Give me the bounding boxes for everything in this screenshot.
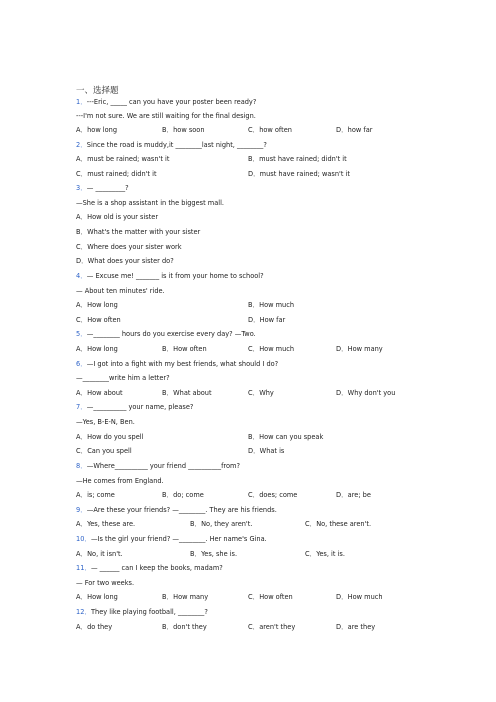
question-3-stem: 3．— _________? bbox=[76, 184, 129, 192]
question-5-option-a[interactable]: A．How long bbox=[76, 345, 118, 353]
question-number: 9． bbox=[76, 506, 87, 514]
question-12-option-b[interactable]: B．don't they bbox=[162, 623, 207, 631]
question-7-stem: 7．—__________ your name, please? bbox=[76, 403, 194, 411]
question-4-context: — About ten minutes' ride. bbox=[76, 287, 165, 295]
question-12-option-a[interactable]: A．do they bbox=[76, 623, 113, 631]
question-8-option-c[interactable]: C．does; come bbox=[248, 491, 298, 499]
question-8-option-b[interactable]: B．do; come bbox=[162, 491, 204, 499]
question-9-option-c[interactable]: C．No, these aren't. bbox=[305, 520, 372, 528]
question-2-option-a[interactable]: A．must be rained; wasn't it bbox=[76, 155, 170, 163]
question-4-option-d[interactable]: D．How far bbox=[248, 316, 286, 324]
question-6-option-a[interactable]: A．How about bbox=[76, 389, 123, 397]
question-number: 12． bbox=[76, 608, 91, 616]
question-11-context: — For two weeks. bbox=[76, 579, 135, 587]
question-12-stem: 12．They like playing football, ________? bbox=[76, 608, 208, 616]
question-2-option-b[interactable]: B．must have rained; didn't it bbox=[248, 155, 347, 163]
question-8-option-a[interactable]: A．is; come bbox=[76, 491, 115, 499]
question-10-option-c[interactable]: C．Yes, it is. bbox=[305, 550, 345, 558]
question-4-stem: 4．— Excuse me! _______ is it from your home to school? bbox=[76, 272, 264, 280]
question-9-option-b[interactable]: B．No, they aren't. bbox=[190, 520, 253, 528]
question-11-stem: 11．— ______ can I keep the books, madam? bbox=[76, 564, 223, 572]
question-7-option-a[interactable]: A．How do you spell bbox=[76, 433, 144, 441]
question-1-context: ---I'm not sure. We are still waiting for the final design. bbox=[76, 112, 256, 120]
question-6-option-d[interactable]: D．Why don't you bbox=[336, 389, 396, 397]
question-3-option-c[interactable]: C．Where does your sister work bbox=[76, 243, 182, 251]
question-11-option-b[interactable]: B．How many bbox=[162, 593, 209, 601]
question-12-option-c[interactable]: C．aren't they bbox=[248, 623, 296, 631]
question-5-option-c[interactable]: C．How much bbox=[248, 345, 295, 353]
question-5-option-d[interactable]: D．How many bbox=[336, 345, 383, 353]
question-number: 8． bbox=[76, 462, 87, 470]
question-number: 7． bbox=[76, 403, 87, 411]
question-11-option-a[interactable]: A．How long bbox=[76, 593, 118, 601]
question-9-option-a[interactable]: A．Yes, these are. bbox=[76, 520, 136, 528]
question-2-stem: 2．Since the road is muddy,it ________last night, ________? bbox=[76, 141, 267, 149]
question-1-option-b[interactable]: B．how soon bbox=[162, 126, 205, 134]
question-1-option-c[interactable]: C．how often bbox=[248, 126, 292, 134]
question-5-option-b[interactable]: B．How often bbox=[162, 345, 207, 353]
question-11-option-c[interactable]: C．How often bbox=[248, 593, 293, 601]
question-8-stem: 8．—Where__________ your friend __________from? bbox=[76, 462, 240, 470]
question-11-option-d[interactable]: D．How much bbox=[336, 593, 383, 601]
question-4-option-b[interactable]: B．How much bbox=[248, 301, 295, 309]
question-8-context: —He comes from England. bbox=[76, 477, 164, 485]
question-12-option-d[interactable]: D．are they bbox=[336, 623, 376, 631]
question-2-option-c[interactable]: C．must rained; didn't it bbox=[76, 170, 157, 178]
question-7-option-c[interactable]: C．Can you spell bbox=[76, 447, 132, 455]
question-7-option-d[interactable]: D．What is bbox=[248, 447, 285, 455]
question-6-option-c[interactable]: C．Why bbox=[248, 389, 274, 397]
question-10-option-b[interactable]: B．Yes, she is. bbox=[190, 550, 238, 558]
question-10-option-a[interactable]: A．No, it isn't. bbox=[76, 550, 123, 558]
question-1-stem: 1．---Eric, _____ can you have your poster been ready? bbox=[76, 98, 257, 106]
question-number: 4． bbox=[76, 272, 87, 280]
question-9-stem: 9．—Are these your friends? —________. They are his friends. bbox=[76, 506, 277, 514]
question-number: 6． bbox=[76, 360, 87, 368]
question-3-option-d[interactable]: D．What does your sister do? bbox=[76, 257, 174, 265]
question-2-option-d[interactable]: D．must have rained; wasn't it bbox=[248, 170, 350, 178]
question-number: 2． bbox=[76, 141, 87, 149]
question-3-option-a[interactable]: A．How old is your sister bbox=[76, 213, 159, 221]
question-4-option-a[interactable]: A．How long bbox=[76, 301, 118, 309]
question-6-option-b[interactable]: B．What about bbox=[162, 389, 212, 397]
question-3-context: —She is a shop assistant in the biggest mall. bbox=[76, 199, 225, 207]
question-4-option-c[interactable]: C．How often bbox=[76, 316, 121, 324]
question-number: 10． bbox=[76, 535, 91, 543]
section-title: 一、选择题 bbox=[76, 86, 119, 96]
question-number: 3． bbox=[76, 184, 87, 192]
question-8-option-d[interactable]: D．are; be bbox=[336, 491, 371, 499]
question-number: 5． bbox=[76, 330, 87, 338]
question-10-stem: 10．—Is the girl your friend? —________. Her name's Gina. bbox=[76, 535, 267, 543]
question-6-context: —________write him a letter? bbox=[76, 374, 170, 382]
question-number: 11． bbox=[76, 564, 91, 572]
question-7-context: —Yes, B-E-N, Ben. bbox=[76, 418, 135, 426]
question-6-stem: 6．—I got into a fight with my best friends, what should I do? bbox=[76, 360, 279, 368]
question-3-option-b[interactable]: B．What's the matter with your sister bbox=[76, 228, 201, 236]
question-1-option-d[interactable]: D．how far bbox=[336, 126, 373, 134]
question-1-option-a[interactable]: A．how long bbox=[76, 126, 118, 134]
question-7-option-b[interactable]: B．How can you speak bbox=[248, 433, 324, 441]
question-5-stem: 5．—________ hours do you exercise every day? —Two. bbox=[76, 330, 256, 338]
question-number: 1． bbox=[76, 98, 87, 106]
